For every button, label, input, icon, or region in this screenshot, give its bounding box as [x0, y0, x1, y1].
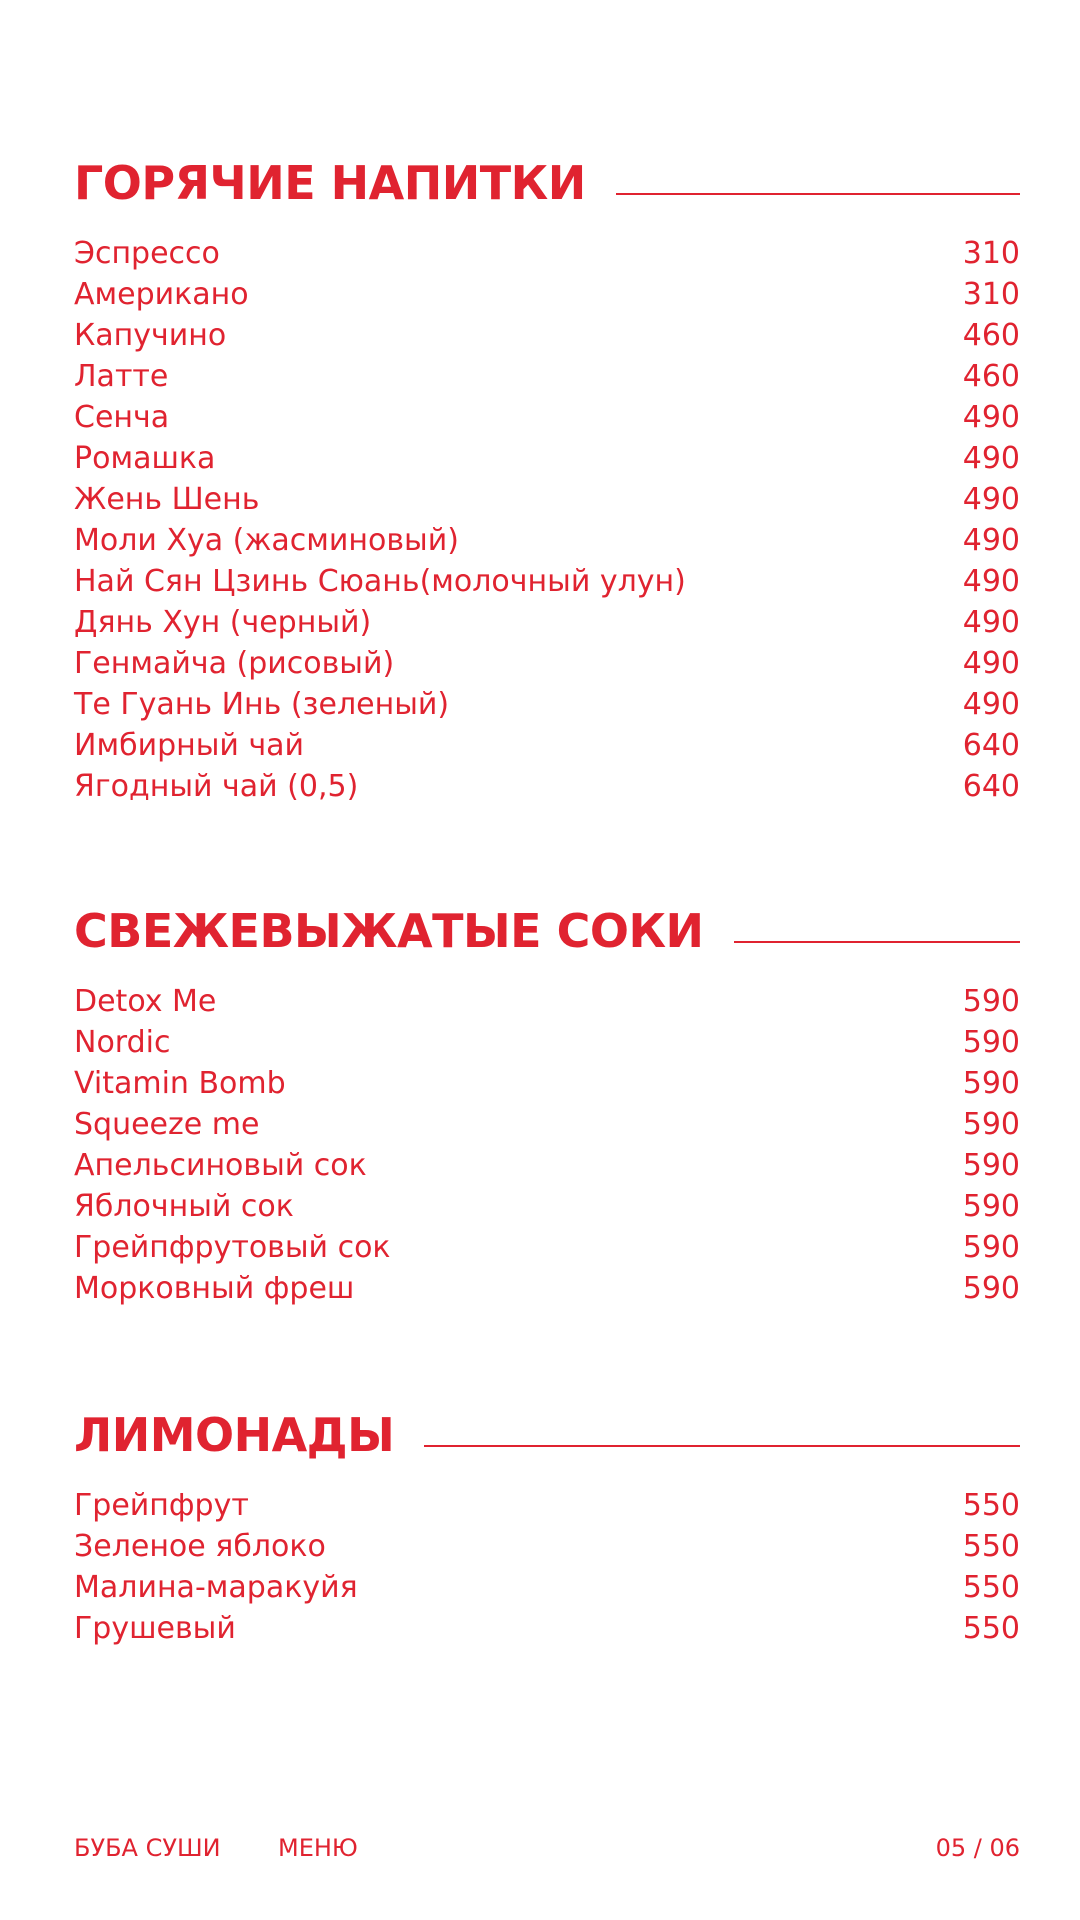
item-name: Squeeze me — [74, 1107, 260, 1142]
item-name: Грушевый — [74, 1611, 236, 1646]
item-price: 590 — [962, 1066, 1020, 1101]
item-price: 550 — [962, 1611, 1020, 1646]
menu-list — [74, 1485, 1020, 1649]
menu-item — [74, 684, 1020, 725]
menu-item — [74, 1567, 1020, 1608]
item-name: Американо — [74, 277, 249, 312]
item-price: 590 — [962, 1025, 1020, 1060]
item-name: Nordic — [74, 1025, 171, 1060]
footer-menu-label: МЕНЮ — [278, 1834, 358, 1862]
item-price: 640 — [962, 728, 1020, 763]
item-name: Ромашка — [74, 441, 216, 476]
item-name: Яблочный сок — [74, 1189, 294, 1224]
menu-item — [74, 766, 1020, 807]
item-price: 550 — [962, 1488, 1020, 1523]
item-price: 590 — [962, 1148, 1020, 1183]
item-price: 490 — [962, 441, 1020, 476]
item-name: Жень Шень — [74, 482, 260, 517]
item-price: 490 — [962, 646, 1020, 681]
menu-item — [74, 274, 1020, 315]
item-price: 550 — [962, 1529, 1020, 1564]
item-price: 460 — [962, 359, 1020, 394]
item-price: 550 — [962, 1570, 1020, 1605]
menu-item — [74, 981, 1020, 1022]
section-lemonades — [74, 1407, 1020, 1649]
item-name: Те Гуань Инь (зеленый) — [74, 687, 450, 722]
item-price: 490 — [962, 605, 1020, 640]
menu-item — [74, 438, 1020, 479]
item-price: 590 — [962, 1107, 1020, 1142]
item-price: 310 — [962, 277, 1020, 312]
menu-item — [74, 315, 1020, 356]
section-title: СВЕЖЕВЫЖАТЫЕ СОКИ — [74, 903, 734, 959]
item-price: 490 — [962, 482, 1020, 517]
section-hot-drinks — [74, 155, 1020, 807]
menu-item — [74, 479, 1020, 520]
item-name: Дянь Хун (черный) — [74, 605, 372, 640]
item-name: Латте — [74, 359, 169, 394]
menu-item — [74, 1063, 1020, 1104]
menu-list — [74, 233, 1020, 807]
menu-item — [74, 1145, 1020, 1186]
menu-item — [74, 1268, 1020, 1309]
item-price: 490 — [962, 400, 1020, 435]
menu-item — [74, 1186, 1020, 1227]
section-fresh-juices — [74, 903, 1020, 1309]
menu-item — [74, 725, 1020, 766]
footer — [74, 1830, 1020, 1866]
menu-item — [74, 520, 1020, 561]
footer-brand: БУБА СУШИ — [74, 1834, 221, 1862]
item-name: Грейпфрутовый сок — [74, 1230, 391, 1265]
item-name: Апельсиновый сок — [74, 1148, 367, 1183]
section-title: ЛИМОНАДЫ — [74, 1407, 424, 1463]
item-name: Морковный фреш — [74, 1271, 355, 1306]
item-price: 590 — [962, 1189, 1020, 1224]
menu-item — [74, 397, 1020, 438]
menu-item — [74, 1608, 1020, 1649]
item-price: 590 — [962, 1230, 1020, 1265]
menu-list — [74, 981, 1020, 1309]
section-title: ГОРЯЧИЕ НАПИТКИ — [74, 155, 616, 211]
item-price: 640 — [962, 769, 1020, 804]
item-price: 490 — [962, 523, 1020, 558]
item-name: Малина-маракуйя — [74, 1570, 358, 1605]
menu-item — [74, 1022, 1020, 1063]
page-number: 05 / 06 — [935, 1834, 1020, 1862]
item-name: Генмайча (рисовый) — [74, 646, 395, 681]
item-name: Сенча — [74, 400, 170, 435]
item-price: 310 — [962, 236, 1020, 271]
item-name: Капучино — [74, 318, 227, 353]
item-price: 590 — [962, 984, 1020, 1019]
menu-item — [74, 233, 1020, 274]
item-name: Эспрессо — [74, 236, 220, 271]
item-price: 490 — [962, 687, 1020, 722]
menu-item — [74, 356, 1020, 397]
item-price: 460 — [962, 318, 1020, 353]
item-name: Имбирный чай — [74, 728, 305, 763]
item-name: Vitamin Bomb — [74, 1066, 286, 1101]
menu-item — [74, 1485, 1020, 1526]
item-name: Ягодный чай (0,5) — [74, 769, 359, 804]
menu-item — [74, 1104, 1020, 1145]
item-name: Грейпфрут — [74, 1488, 249, 1523]
item-price: 490 — [962, 564, 1020, 599]
item-price: 590 — [962, 1271, 1020, 1306]
menu-item — [74, 602, 1020, 643]
menu-item — [74, 1526, 1020, 1567]
item-name: Най Сян Цзинь Сюань(молочный улун) — [74, 564, 686, 599]
item-name: Зеленое яблоко — [74, 1529, 326, 1564]
menu-item — [74, 1227, 1020, 1268]
section-header — [74, 155, 1020, 215]
section-header — [74, 903, 1020, 963]
item-name: Detox Me — [74, 984, 217, 1019]
menu-item — [74, 561, 1020, 602]
item-name: Моли Хуа (жасминовый) — [74, 523, 459, 558]
menu-item — [74, 643, 1020, 684]
section-header — [74, 1407, 1020, 1467]
